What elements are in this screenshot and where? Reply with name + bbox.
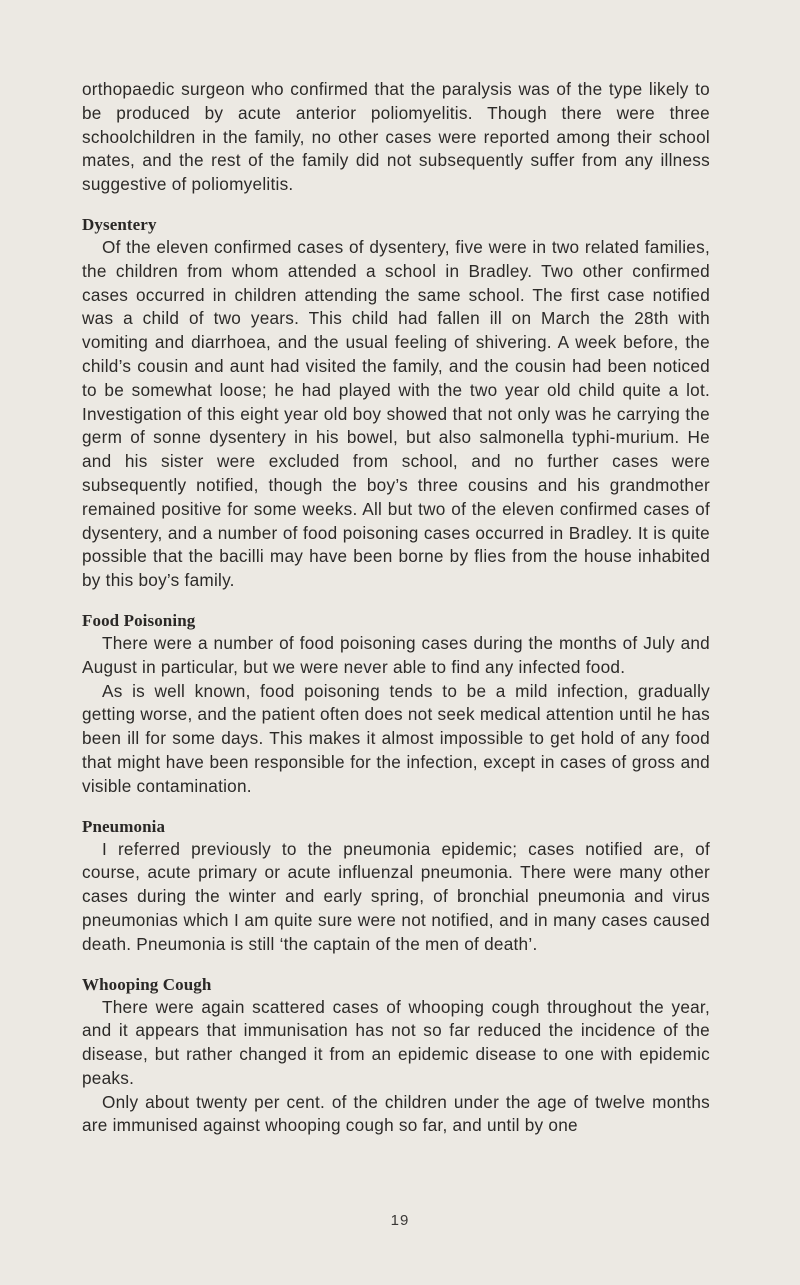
- section-pneumonia: [82, 816, 710, 957]
- section-food-poisoning: [82, 610, 710, 799]
- intro-paragraph: orthopaedic surgeon who confirmed that the paralysis was of the type likely to be produced by acute anterior poliomyelitis. Though there were three schoolchildren in the family, no other cases were reported among their school mates, and the rest of the family did not subsequently suffer from any illness suggestive of poliomyelitis.: [82, 79, 710, 195]
- section-heading: Whooping Cough: [82, 974, 212, 994]
- paragraph: There were again scattered cases of whooping cough throughout the year, and it appears that immunisation has not so far reduced the incidence of the disease, but rather changed it from an epidemic disease to one with epidemic peaks.: [82, 996, 710, 1088]
- section-heading: Dysentery: [82, 214, 157, 234]
- paragraph: Only about twenty per cent. of the children under the age of twelve months are immunised against whooping cough so far, and until by one: [82, 1091, 710, 1136]
- paragraph: I referred previously to the pneumonia epidemic; cases notified are, of course, acute primary or acute influenzal pneumonia. There were many other cases during the winter and early spring, of bronchial pneumonia and virus pneumonias which I am quite sure were not notified, and in many cases caused death. Pneumonia is still ‘the captain of the men of death’.: [82, 838, 710, 954]
- section-heading: Pneumonia: [82, 816, 166, 836]
- page-number: 19: [390, 1212, 410, 1229]
- section-whooping-cough: [82, 974, 710, 1139]
- paragraph: Of the eleven confirmed cases of dysentery, five were in two related families, the children from whom attended a school in Bradley. Two other confirmed cases occurred in children attending the same school. The first case notified was a child of two years. This child had fallen ill on March the 28th with vomiting and diarrhoea, and the usual feeling of shivering. A week before, the child’s cousin and aunt had visited the family, and the cousin had been noticed to be somewhat loose; he had played with the two year old child quite a lot. Investigation of this eight year old boy showed that not only was he carrying the germ of sonne dysentery in his bowel, but also salmonella typhi-murium. He and his sister were excluded from school, and no further cases were subsequently notified, though the boy’s three cousins and his grandmother remained positive for some weeks. All but two of the eleven confirmed cases of dysentery, and a number of food poisoning cases occurred in Bradley. It is quite possible that the bacilli may have been borne by flies from the house inhabited by this boy’s family.: [82, 236, 710, 591]
- paragraph: There were a number of food poisoning cases during the months of July and August in particular, but we were never able to find any infected food.: [82, 632, 710, 677]
- section-dysentery: [82, 214, 710, 593]
- paragraph: As is well known, food poisoning tends to be a mild infection, gradually getting worse, and the patient often does not seek medical attention until he has been ill for some days. This makes it almost impossible to get hold of any food that might have been responsible for the infection, except in cases of gross and visible contamination.: [82, 680, 710, 796]
- section-heading: Food Poisoning: [82, 610, 196, 630]
